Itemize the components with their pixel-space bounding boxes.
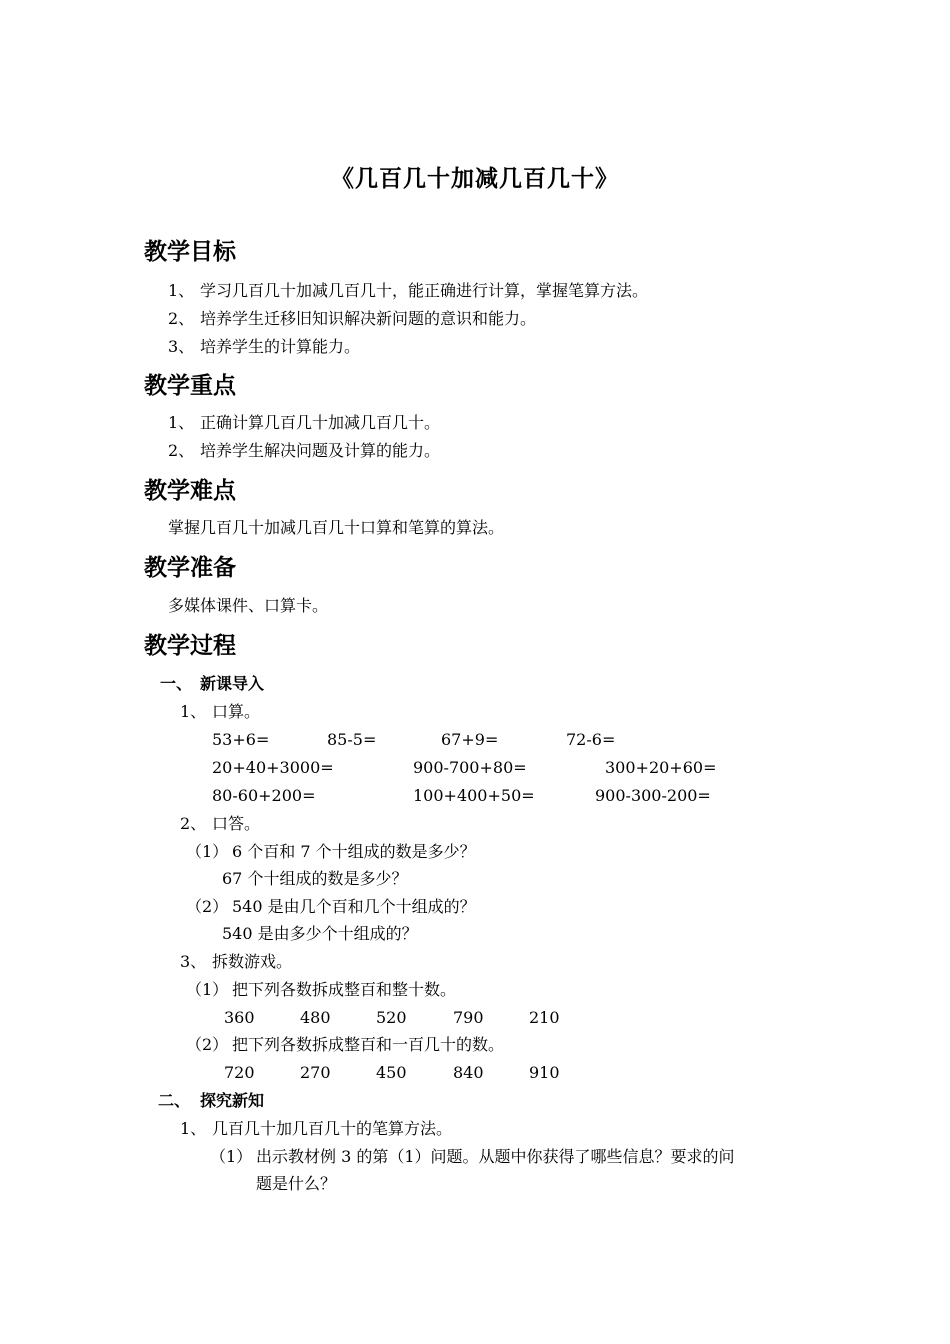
number-3-1-c: 520 — [376, 1008, 407, 1027]
section-heading-difficulty: 教学难点 — [144, 478, 236, 504]
question-number: 2、 — [180, 814, 207, 833]
question-1-oral-calc — [180, 702, 260, 722]
goal-item-text: 培养学生的计算能力。 — [200, 337, 361, 356]
subquestion-2-1 — [186, 842, 476, 862]
number-3-1-a: 360 — [224, 1008, 255, 1027]
subquestion-number: （2） — [186, 1035, 229, 1054]
section-heading-process: 教学过程 — [144, 633, 236, 659]
calc-row-3-item-1: 80-60+200= — [212, 786, 316, 805]
part-number: 二、 — [158, 1091, 191, 1110]
calc-row-1-item-2: 85-5= — [327, 730, 377, 749]
calc-row-2-item-2: 900-700+80= — [413, 758, 527, 777]
question-text: 拆数游戏。 — [212, 952, 293, 971]
calc-row-3-item-3: 900-300-200= — [595, 786, 711, 805]
question-text: 几百几十加几百几十的笔算方法。 — [212, 1119, 453, 1138]
subquestion-text: 把下列各数拆成整百和一百几十的数。 — [232, 1035, 505, 1054]
subquestion-text: 540 是由几个百和几个十组成的？ — [232, 897, 476, 916]
subquestion-3-1 — [186, 980, 456, 1000]
document-title: 《几百几十加减几百几十》 — [331, 166, 619, 192]
question-text: 口答。 — [212, 814, 261, 833]
goal-item-text: 学习几百几十加减几百几十，能正确进行计算，掌握笔算方法。 — [200, 281, 649, 300]
section-heading-goals: 教学目标 — [144, 239, 236, 265]
calc-row-3-item-2: 100+400+50= — [413, 786, 535, 805]
number-3-2-a: 720 — [224, 1063, 255, 1082]
keypoint-item-number: 2、 — [168, 441, 195, 460]
subquestion-2-2-line-2: 540 是由多少个十组成的？ — [222, 924, 418, 943]
subquestion-2-2 — [186, 897, 476, 917]
question-text: 口算。 — [212, 702, 261, 721]
section-heading-keypoints: 教学重点 — [144, 373, 236, 399]
part-number: 一、 — [160, 674, 193, 693]
explore-subquestion-1-1-line-2: 题是什么？ — [256, 1174, 337, 1193]
question-number: 3、 — [180, 952, 207, 971]
subquestion-text: 6 个百和 7 个十组成的数是多少？ — [232, 842, 476, 861]
subquestion-number: （2） — [186, 897, 229, 916]
subquestion-text: 把下列各数拆成整百和整十数。 — [232, 980, 457, 999]
goal-item-number: 1、 — [168, 281, 195, 300]
part-title: 新课导入 — [200, 674, 265, 693]
keypoint-item-2 — [168, 441, 440, 461]
prep-text: 多媒体课件、口算卡。 — [168, 596, 329, 615]
question-number: 1、 — [180, 1119, 207, 1138]
part-title: 探究新知 — [200, 1091, 265, 1110]
calc-row-1-item-4: 72-6= — [566, 730, 616, 749]
calc-row-2-item-1: 20+40+3000= — [212, 758, 334, 777]
subquestion-3-2 — [186, 1035, 504, 1055]
difficulty-text: 掌握几百几十加减几百几十口算和笔算的算法。 — [168, 518, 505, 537]
calc-row-1-item-3: 67+9= — [441, 730, 499, 749]
number-3-1-e: 210 — [529, 1008, 560, 1027]
subquestion-2-1-line-2: 67 个十组成的数是多少？ — [222, 869, 408, 888]
goal-item-text: 培养学生迁移旧知识解决新问题的意识和能力。 — [200, 309, 537, 328]
number-3-2-e: 910 — [529, 1063, 560, 1082]
goal-item-number: 2、 — [168, 309, 195, 328]
explore-question-1 — [180, 1119, 452, 1139]
question-2-oral-answer — [180, 814, 260, 834]
keypoint-item-1 — [168, 413, 440, 433]
number-3-1-b: 480 — [300, 1008, 331, 1027]
keypoint-item-text: 培养学生解决问题及计算的能力。 — [200, 441, 441, 460]
number-3-1-d: 790 — [453, 1008, 484, 1027]
section-heading-prep: 教学准备 — [144, 555, 236, 581]
goal-item-3 — [168, 337, 360, 357]
question-3-split-game — [180, 952, 292, 972]
subquestion-number: （1） — [186, 980, 229, 999]
number-3-2-d: 840 — [453, 1063, 484, 1082]
keypoint-item-text: 正确计算几百几十加减几百几十。 — [200, 413, 441, 432]
question-number: 1、 — [180, 702, 207, 721]
explore-subquestion-1-1 — [210, 1147, 735, 1167]
part-heading-intro — [160, 674, 264, 694]
calc-row-2-item-3: 300+20+60= — [605, 758, 717, 777]
subquestion-number: （1） — [210, 1147, 253, 1166]
goal-item-1 — [168, 281, 648, 301]
number-3-2-b: 270 — [300, 1063, 331, 1082]
subquestion-number: （1） — [186, 842, 229, 861]
number-3-2-c: 450 — [376, 1063, 407, 1082]
goal-item-number: 3、 — [168, 337, 195, 356]
keypoint-item-number: 1、 — [168, 413, 195, 432]
goal-item-2 — [168, 309, 536, 329]
part-heading-explore — [158, 1091, 264, 1111]
subquestion-text: 出示教材例 3 的第（1）问题。从题中你获得了哪些信息？要求的问 — [256, 1147, 735, 1166]
calc-row-1-item-1: 53+6= — [212, 730, 270, 749]
